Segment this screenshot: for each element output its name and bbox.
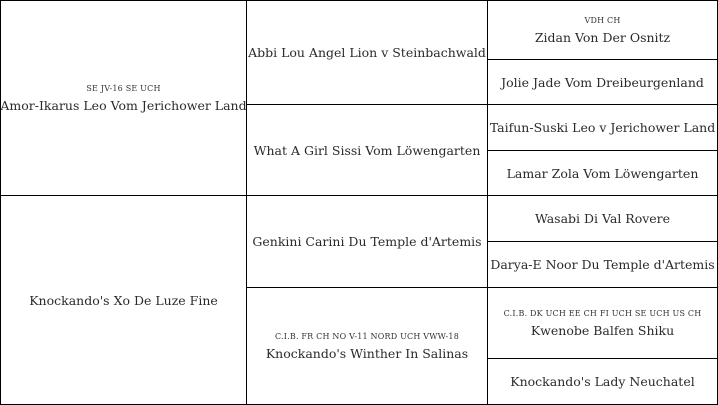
sire-dam-name: What A Girl Sissi Vom Löwengarten — [253, 142, 481, 158]
dam-sire-cell[interactable] — [246, 195, 488, 288]
sire-dam-sire-name: Taifun-Suski Leo v Jerichower Land — [489, 120, 716, 135]
dam-dam-sire-cell[interactable] — [487, 287, 718, 359]
dam-dam-name: Knockando's Winther In Salinas — [265, 345, 469, 361]
dam-sire-dam-cell[interactable] — [487, 241, 718, 288]
dam-cell[interactable] — [0, 195, 247, 405]
sire-dam-dam-name: Lamar Zola Vom Löwengarten — [506, 165, 699, 181]
dam-sire-sire-cell[interactable] — [487, 195, 718, 242]
dam-sire-sire-name: Wasabi Di Val Rovere — [534, 211, 671, 226]
sire-dam-sire-cell[interactable] — [487, 104, 718, 151]
dam-dam-sire-titles: C.I.B. DK UCH EE CH FI UCH SE UCH US CH — [503, 308, 702, 318]
sire-sire-sire-name: Zidan Von Der Osnitz — [534, 29, 671, 45]
dam-dam-dam-name: Knockando's Lady Neuchatel — [510, 374, 695, 389]
sire-titles: SE JV-16 SE UCH — [86, 83, 161, 93]
sire-dam-dam-cell[interactable] — [487, 150, 718, 196]
dam-sire-dam-name: Darya-E Noor Du Temple d'Artemis — [490, 257, 715, 272]
sire-sire-name: Abbi Lou Angel Lion v Steinbachwald — [248, 45, 486, 60]
sire-sire-sire-cell[interactable] — [487, 0, 718, 60]
dam-dam-sire-name: Kwenobe Balfen Shiku — [530, 322, 675, 338]
sire-sire-sire-titles: VDH CH — [584, 15, 621, 25]
dam-dam-dam-cell[interactable] — [487, 358, 718, 405]
sire-dam-cell[interactable] — [246, 104, 488, 196]
dam-dam-cell[interactable] — [246, 287, 488, 405]
dam-dam-titles: C.I.B. FR CH NO V-11 NORD UCH VWW-18 — [274, 331, 460, 341]
sire-name: Amor-Ikarus Leo Vom Jerichower Land — [0, 97, 247, 113]
sire-sire-dam-name: Jolie Jade Vom Dreibeurgenland — [501, 74, 704, 90]
dam-sire-name: Genkini Carini Du Temple d'Artemis — [252, 234, 482, 249]
sire-sire-cell[interactable] — [246, 0, 488, 105]
dam-name: Knockando's Xo De Luze Fine — [29, 292, 218, 308]
sire-sire-dam-cell[interactable] — [487, 59, 718, 105]
sire-cell[interactable] — [0, 0, 247, 196]
